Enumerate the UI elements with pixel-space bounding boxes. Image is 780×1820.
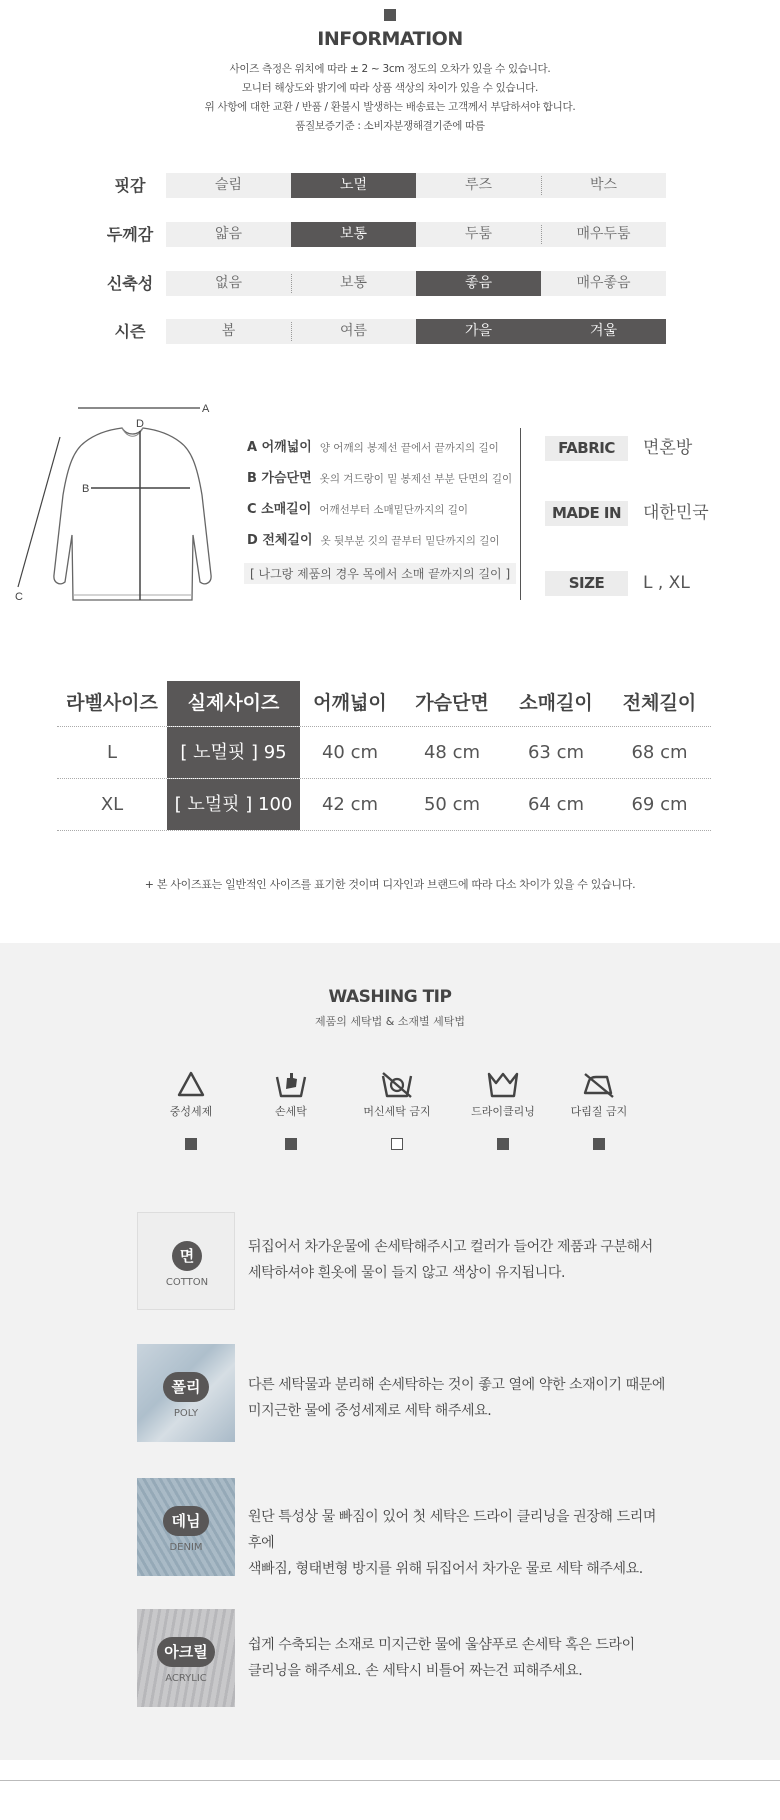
wash-item: [241, 1069, 341, 1150]
fabric-badge: 데님: [163, 1506, 209, 1536]
spec-label-fabric: FABRIC: [545, 436, 628, 461]
sweater-outline: [54, 428, 211, 600]
attr-option: 박스: [541, 173, 666, 198]
wash-item: [549, 1069, 649, 1150]
fabric-thumb-acrylic: [137, 1609, 235, 1707]
measure-desc: 옷의 겨드랑이 밑 봉제선 부분 단면의 길이: [319, 473, 513, 485]
spec-label-made-in: MADE IN: [545, 501, 628, 526]
fabric-text-line: 색빠짐, 형태변형 방지를 위해 뒤집어서 차가운 물로 세탁 해주세요.: [248, 1561, 643, 1577]
table-cell: XL: [100, 794, 124, 815]
spec-value-made-in: 대한민국: [643, 503, 709, 523]
fabric-en-label: ACRYLIC: [165, 1673, 207, 1684]
spec-label-size: SIZE: [545, 571, 628, 596]
section-marker: [384, 9, 396, 21]
fabric-badge: 아크릴: [157, 1637, 215, 1667]
table-header-cell: 소매길이: [519, 692, 593, 714]
table-row: [57, 727, 711, 778]
diagram-c-line: [18, 437, 60, 587]
table-cell: 48 cm: [423, 742, 481, 763]
dry-clean-icon: [486, 1069, 520, 1099]
attr-label-stretch: 신축성: [106, 274, 154, 293]
diagram-label-a: A: [202, 403, 210, 415]
wash-label: 머신세탁 금지: [363, 1105, 431, 1118]
fabric-text-line: 클리닝을 해주세요. 손 세탁시 비틀어 짜는건 피해주세요.: [248, 1663, 583, 1679]
attr-bar-season: [166, 319, 666, 344]
fabric-en-label: POLY: [173, 1408, 199, 1419]
info-title: INFORMATION: [317, 28, 463, 50]
table-header-cell: 라벨사이즈: [66, 692, 158, 714]
attr-option: 슬림: [214, 177, 243, 193]
wash-checkbox: [593, 1138, 605, 1150]
attr-option: 매우좋음: [576, 275, 631, 291]
fabric-thumb-poly: [137, 1344, 235, 1442]
diagram-label-c: C: [15, 591, 23, 603]
fabric-en-label: COTTON: [165, 1277, 209, 1288]
table-cell: 42 cm: [321, 794, 379, 815]
garment-diagram: [10, 395, 235, 615]
table-cell: [ 노멀핏 ] 95: [167, 727, 300, 778]
wash-label: 손세탁: [275, 1105, 307, 1118]
fabric-description: [248, 1504, 668, 1582]
attr-option: 가을: [416, 319, 541, 344]
attr-label-thickness: 두께감: [106, 225, 154, 244]
washing-subtitle: 제품의 세탁법 & 소재별 세탁법: [314, 1015, 466, 1028]
measure-key: D 전체길이: [247, 533, 313, 548]
fabric-thumb-denim: [137, 1478, 235, 1576]
info-line: 모니터 해상도와 밝기에 따라 상품 색상의 차이가 있을 수 있습니다.: [241, 82, 539, 94]
wash-checkbox: [285, 1138, 297, 1150]
attr-option: 두툼: [464, 226, 493, 242]
info-line: 위 사항에 대한 교환 / 반품 / 환불시 발생하는 배송료는 고객께서 부담하셔야 합니다.: [204, 101, 576, 113]
fabric-badge: 폴리: [163, 1372, 209, 1402]
table-divider: [57, 830, 711, 831]
fabric-text-line: 세탁하셔야 흰옷에 물이 들지 않고 색상이 유지됩니다.: [248, 1265, 566, 1281]
attr-bar-thickness: [166, 222, 666, 247]
table-cell: 68 cm: [631, 742, 688, 763]
attr-option: 겨울: [541, 319, 666, 344]
attr-label-season: 시즌: [114, 322, 146, 341]
attr-label-fit: 핏감: [114, 176, 146, 195]
fabric-description: [248, 1372, 668, 1424]
attr-option: 좋음: [416, 271, 541, 296]
attr-option: 노멀: [291, 173, 416, 198]
fabric-text-line: 뒤집어서 차가운물에 손세탁해주시고 컬러가 들어간 제품과 구분해서: [248, 1239, 653, 1255]
table-cell: [ 노멀핏 ] 100: [167, 779, 300, 830]
wash-label: 다림질 금지: [570, 1105, 628, 1118]
table-header-cell: 어깨넓이: [313, 692, 387, 714]
spec-value-size: L , XL: [643, 573, 690, 593]
measure-key: C 소매길이: [247, 502, 312, 517]
fabric-badge: 면: [172, 1241, 202, 1271]
wash-checkbox: [391, 1138, 403, 1150]
info-line: 사이즈 측정은 위치에 따라 ± 2 ~ 3cm 정도의 오차가 있을 수 있습니다.: [229, 63, 551, 75]
attr-option: 봄: [221, 323, 236, 339]
measure-row: [247, 467, 512, 486]
table-header-cell: 전체길이: [622, 692, 697, 714]
fabric-en-label: DENIM: [169, 1542, 203, 1553]
measure-desc: 옷 뒷부분 깃의 끝부터 밑단까지의 길이: [320, 535, 500, 547]
attr-option: 여름: [291, 319, 416, 344]
attr-option: 얇음: [214, 226, 243, 242]
attr-option: 없음: [214, 275, 243, 291]
spec-value-fabric: 면혼방: [643, 438, 693, 458]
neutral-detergent-icon: [176, 1069, 206, 1099]
table-header-cell: 가슴단면: [415, 692, 489, 714]
attr-option: 매우두툼: [541, 222, 666, 247]
wash-item: [347, 1069, 447, 1150]
wash-checkbox: [185, 1138, 197, 1150]
attr-option: 보통: [291, 222, 416, 247]
measure-key: A 어깨넓이: [247, 440, 312, 455]
fabric-description: [248, 1234, 668, 1286]
table-cell: L: [106, 742, 118, 763]
wash-label: 드라이클리닝: [471, 1105, 535, 1118]
attr-option: 루즈: [464, 177, 493, 193]
diagram-label-b: B: [82, 483, 90, 495]
washing-title: WASHING TIP: [328, 987, 452, 1007]
measure-row: [247, 498, 468, 517]
fabric-thumb-cotton: [137, 1212, 235, 1310]
fabric-description: [248, 1632, 668, 1684]
table-cell: 50 cm: [423, 794, 481, 815]
attr-option: 보통: [291, 271, 416, 296]
measure-desc: 어깨선부터 소매밑단까지의 길이: [319, 504, 468, 516]
measure-row: [247, 529, 500, 548]
table-header-cell: 실제사이즈: [167, 681, 300, 726]
table-cell: 40 cm: [321, 742, 379, 763]
table-cell: 64 cm: [527, 794, 585, 815]
info-line: 품질보증기준 : 소비자분쟁해결기준에 따름: [295, 120, 485, 132]
wash-item: [453, 1069, 553, 1150]
attr-bar-stretch: [166, 271, 666, 296]
divider: [520, 428, 521, 600]
measure-note: [ 나그랑 제품의 경우 목에서 소매 끝까지의 길이 ]: [244, 563, 516, 584]
measure-desc: 양 어깨의 봉제선 끝에서 끝까지의 길이: [319, 442, 499, 454]
diagram-label-d: D: [136, 418, 144, 430]
no-machine-wash-icon: [379, 1069, 415, 1099]
fabric-text-line: 다른 세탁물과 분리해 손세탁하는 것이 좋고 열에 약한 소재이기 때문에: [248, 1377, 666, 1393]
wash-item: [141, 1069, 241, 1150]
wash-label: 중성세제: [169, 1105, 213, 1118]
footer-divider: [0, 1780, 780, 1781]
fabric-text-line: 쉽게 수축되는 소재로 미지근한 물에 울샴푸로 손세탁 혹은 드라이: [248, 1637, 635, 1653]
size-table: [57, 681, 711, 831]
attr-bar-fit: [166, 173, 666, 198]
size-table-note: + 본 사이즈표는 일반적인 사이즈를 표기한 것이며 디자인과 브랜드에 따라 다소 차이가 있을 수 있습니다.: [144, 878, 636, 891]
wash-checkbox: [497, 1138, 509, 1150]
fabric-text-line: 원단 특성상 물 빠짐이 있어 첫 세탁은 드라이 클리닝을 권장해 드리며 후에: [248, 1509, 656, 1551]
table-cell: 63 cm: [527, 742, 585, 763]
hand-wash-icon: [274, 1069, 308, 1099]
table-header-row: [57, 681, 711, 726]
table-row: [57, 779, 711, 830]
no-ironing-icon: [581, 1069, 617, 1099]
table-cell: 69 cm: [631, 794, 688, 815]
fabric-text-line: 미지근한 물에 중성세제로 세탁 해주세요.: [248, 1403, 492, 1419]
measure-key: B 가슴단면: [247, 471, 312, 486]
measure-row: [247, 436, 499, 455]
